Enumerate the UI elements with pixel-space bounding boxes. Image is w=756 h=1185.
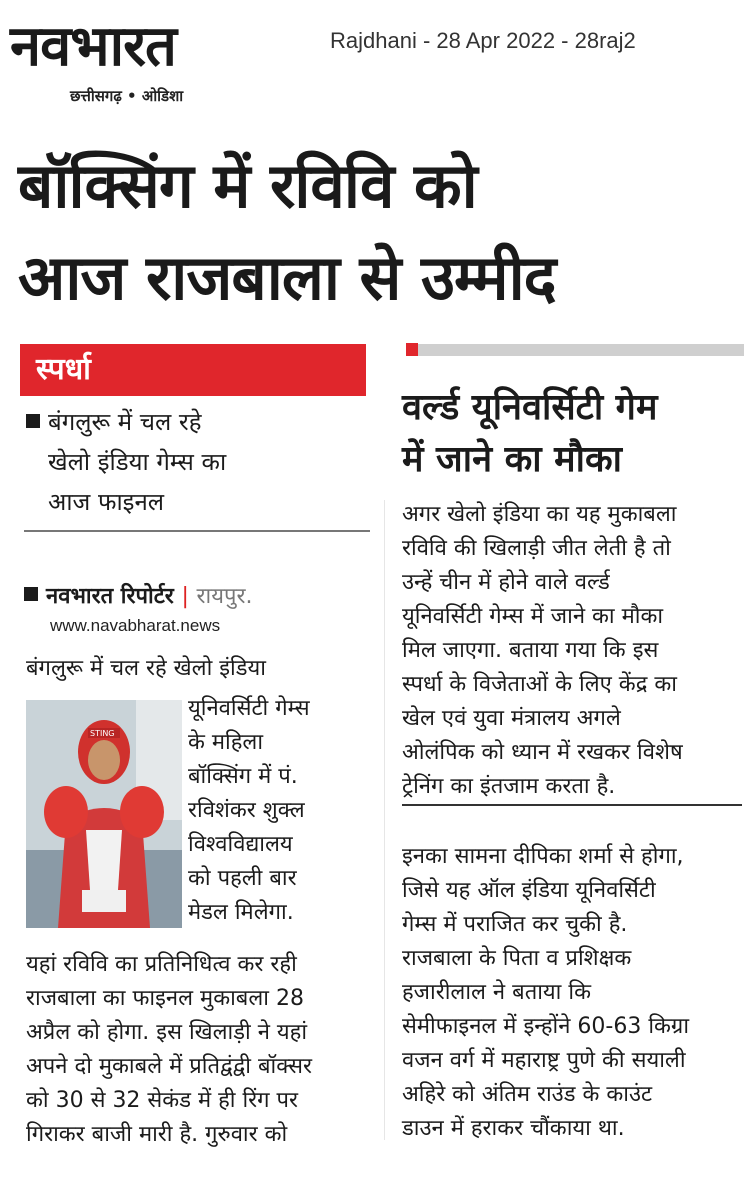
text-line: यूनिवर्सिटी गेम्स xyxy=(188,696,310,721)
text-line: बॉक्सिंग में पं. xyxy=(188,764,298,789)
text-line: हजारीलाल ने बताया कि xyxy=(402,980,591,1005)
photo-headgear-text: STING xyxy=(90,729,115,738)
text-line: विश्वविद्यालय xyxy=(188,832,293,857)
right-paragraph-1 xyxy=(402,498,748,804)
boxer-photo xyxy=(26,700,182,928)
subhead-line: खेलो इंडिया गेम्स का xyxy=(48,448,227,476)
subhead-line: आज फाइनल xyxy=(48,488,165,516)
text-line: रविवि की खिलाड़ी जीत लेती है तो xyxy=(402,536,671,561)
byline-separator: | xyxy=(181,584,189,609)
right-heading xyxy=(402,382,748,486)
text-line: अगर खेलो इंडिया का यह मुकाबला xyxy=(402,502,677,527)
text-line: सेमीफाइनल में इन्होंने 60-63 किग्रा xyxy=(402,1014,690,1039)
newspaper-logo: नवभारत xyxy=(10,13,176,79)
subhead-line: बंगलुरू में चल रहे xyxy=(26,402,356,442)
text-line: वजन वर्ग में महाराष्ट्र पुणे की सयाली xyxy=(402,1048,686,1073)
text-line: जिसे यह ऑल इंडिया यूनिवर्सिटी xyxy=(402,878,656,903)
text-line: मेडल मिलेगा. xyxy=(188,900,294,925)
text-line: अपने दो मुकाबले में प्रतिद्वंद्वी बॉक्सर xyxy=(26,1054,312,1079)
bullet-square-icon xyxy=(26,414,40,428)
text-line: स्पर्धा के विजेताओं के लिए केंद्र का xyxy=(402,672,677,697)
bullet-square-icon xyxy=(24,587,38,601)
headline-line-1: बॉक्सिंग में रविवि को xyxy=(18,149,477,222)
red-marker xyxy=(406,343,418,356)
headline-line-2: आज राजबाला से उम्मीद xyxy=(18,241,556,314)
text-line: के महिला xyxy=(188,730,264,755)
edition-regions: छत्तीसगढ़ • ओडिशा xyxy=(70,87,184,105)
text-line: ओलंपिक को ध्यान में रखकर विशेष xyxy=(402,740,683,765)
text-line: ट्रेनिंग का इंतजाम करता है. xyxy=(402,774,616,799)
boxer-photo-image xyxy=(26,700,182,928)
grey-rule xyxy=(418,344,744,356)
website-link[interactable]: www.navabharat.news xyxy=(50,616,221,635)
text-line: उन्हें चीन में होने वाले वर्ल्ड xyxy=(402,570,610,595)
heading-line: वर्ल्ड यूनिवर्सिटी गेम xyxy=(402,387,658,428)
text-line: गिराकर बाजी मारी है. गुरुवार को xyxy=(26,1122,288,1147)
column-divider xyxy=(384,500,385,1140)
byline-city: रायपुर. xyxy=(196,584,253,609)
text-line: गेम्स में पराजित कर चुकी है. xyxy=(402,912,628,937)
right-paragraph-2 xyxy=(402,840,742,1146)
text-line: राजबाला के पिता व प्रशिक्षक xyxy=(402,946,632,971)
left-intro: बंगलुरू में चल रहे खेलो इंडिया xyxy=(26,656,266,681)
text-line: अहिरे को अंतिम राउंड के काउंट xyxy=(402,1082,653,1107)
reporter-name: नवभारत रिपोर्टर xyxy=(46,584,174,609)
masthead xyxy=(10,14,302,106)
heading-line: में जाने का मौका xyxy=(402,439,622,480)
text-line: को 30 से 32 सेकंड में ही रिंग पर xyxy=(26,1088,299,1113)
text-line: राजबाला का फाइनल मुकाबला 28 xyxy=(26,986,304,1011)
subhead-rule xyxy=(24,530,370,532)
right-rule xyxy=(402,804,742,806)
text-line: यहां रविवि का प्रतिनिधित्व कर रही xyxy=(26,952,297,977)
text-line: इनका सामना दीपिका शर्मा से होगा, xyxy=(402,844,684,869)
text-line: यूनिवर्सिटी गेम्स में जाने का मौका xyxy=(402,604,664,629)
text-line: रविशंकर शुक्ल xyxy=(188,798,305,823)
left-wrapped-text xyxy=(188,692,370,930)
subhead xyxy=(26,402,356,522)
byline xyxy=(24,580,253,610)
section-tag: स्पर्धा xyxy=(36,352,91,387)
text-line: खेल एवं युवा मंत्रालय अगले xyxy=(402,706,621,731)
text-line: को पहली बार xyxy=(188,866,297,891)
left-body xyxy=(26,948,370,1152)
text-line: अप्रैल को होगा. इस खिलाड़ी ने यहां xyxy=(26,1020,308,1045)
edition-line: Rajdhani - 28 Apr 2022 - 28raj2 xyxy=(330,28,636,53)
text-line: मिल जाएगा. बताया गया कि इस xyxy=(402,638,659,663)
text-line: डाउन में हराकर चौंकाया था. xyxy=(402,1116,625,1141)
